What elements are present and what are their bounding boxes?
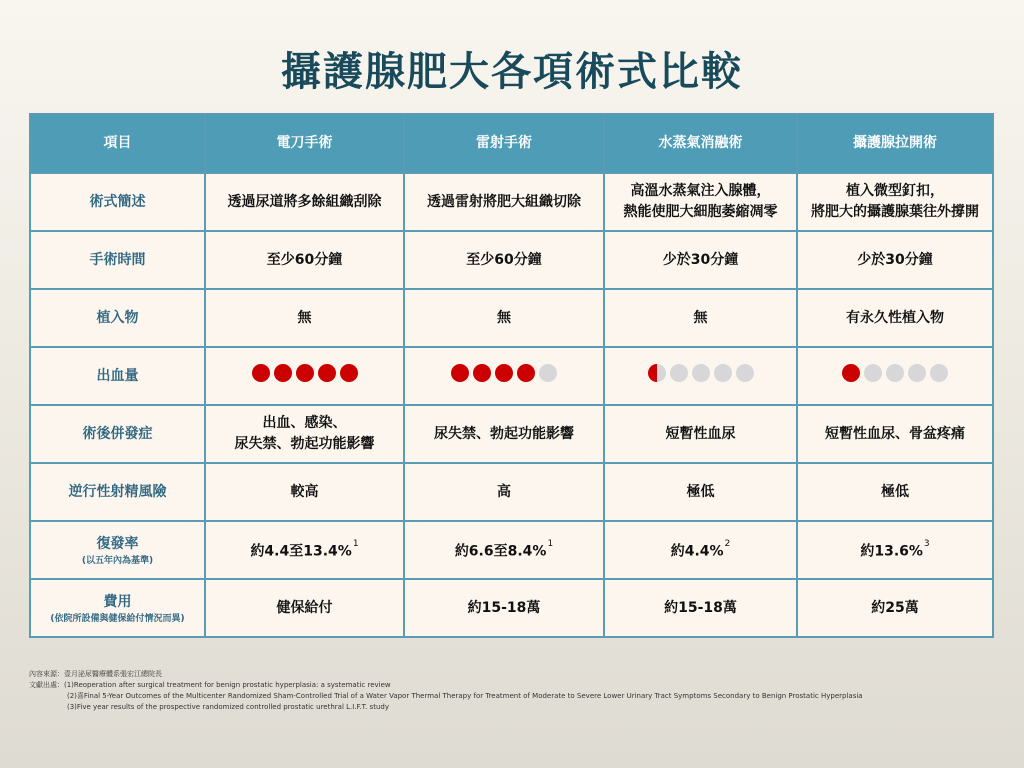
blood-drop-icon: [670, 364, 688, 382]
table-cell: 透過尿道將多餘組織刮除: [205, 173, 404, 231]
row-label-text: 手術時間: [89, 251, 146, 268]
page-title: 攝護腺肥大各項術式比較: [281, 49, 743, 95]
table-cell: 無: [205, 289, 404, 347]
table-cell: 至少60分鐘: [404, 231, 604, 289]
blood-drop-icon: [886, 364, 904, 382]
table-cell: 高溫水蒸氣注入腺體， 熱能使肥大細胞萎縮凋零: [604, 173, 797, 231]
row-label: [30, 289, 205, 347]
blood-drop-icon: [318, 364, 336, 382]
table-cell: 植入微型釘扣， 將肥大的攝護腺葉往外撐開: [797, 173, 993, 231]
table-cell: 約15-18萬: [404, 579, 604, 637]
table-cell: 高: [404, 463, 604, 521]
row-label-text: 復發率: [96, 535, 139, 552]
row-label: [30, 463, 205, 521]
row-label-text: 費用: [103, 593, 132, 610]
blood-drop-icon: [648, 364, 666, 382]
row-label: [30, 521, 205, 579]
table-cell: 較高: [205, 463, 404, 521]
table-cell: 約4.4%$^2$: [604, 521, 797, 579]
table-cell: 至少60分鐘: [205, 231, 404, 289]
table-cell: 出血、感染、 尿失禁、勃起功能影響: [205, 405, 404, 463]
blood-drop-icon: [473, 364, 491, 382]
row-label: [30, 347, 205, 405]
table-cell: 約25萬: [797, 579, 993, 637]
reference-3: (3)Five year results of the prospective randomized controlled prostatic urethral L.I.F.T. study: [67, 703, 389, 711]
row-label-note: (依院所設備與健保給付情況而異): [50, 613, 185, 624]
header-urolift: 攝護腺拉開術: [797, 114, 993, 173]
table-row: [30, 405, 993, 463]
table-cell: 尿失禁、勃起功能影響: [404, 405, 604, 463]
blood-drop-icon: [714, 364, 732, 382]
blood-drop-icon: [842, 364, 860, 382]
table-cell: 有永久性植入物: [797, 289, 993, 347]
table-row: [30, 173, 993, 231]
blood-drop-icon: [517, 364, 535, 382]
comparison-table: [29, 113, 994, 638]
reference-superscript: 1: [547, 538, 554, 549]
table-header-row: [30, 114, 993, 173]
table-cell: 約13.6%$^3$: [797, 521, 993, 579]
row-label-text: 植入物: [96, 309, 139, 326]
header-electrocautery: 電刀手術: [205, 114, 404, 173]
blood-drop-icon: [736, 364, 754, 382]
row-label: [30, 173, 205, 231]
table-row: [30, 463, 993, 521]
bleeding-indicator: [205, 347, 404, 405]
bleeding-indicator: [404, 347, 604, 405]
row-label-text: 逆行性射精風險: [68, 483, 167, 500]
table-cell: 健保給付: [205, 579, 404, 637]
row-label-text: 術式簡述: [89, 193, 146, 210]
refs-label: 文獻出處：: [29, 681, 64, 689]
table-row: [30, 521, 993, 579]
reference-superscript: 1: [352, 538, 359, 549]
table-cell: 約15-18萬: [604, 579, 797, 637]
row-label-text: 術後併發症: [82, 425, 153, 442]
table-cell: 短暫性血尿: [604, 405, 797, 463]
table-cell: 極低: [604, 463, 797, 521]
blood-drop-icon: [864, 364, 882, 382]
row-label: [30, 579, 205, 637]
bleeding-indicator: [797, 347, 993, 405]
table-cell: 無: [404, 289, 604, 347]
table-cell: 無: [604, 289, 797, 347]
row-label: [30, 405, 205, 463]
table-row: [30, 579, 993, 637]
reference-2: (2)喜Final 5-Year Outcomes of the Multicenter Randomized Sham-Controlled Trial of a Water Vapor Thermal Therapy for Treatment of Moderate to Severe Lower Urinary Tract Symptoms Secondary to Benign Prostatic Hyperplasia: [67, 692, 863, 700]
blood-drop-icon: [340, 364, 358, 382]
footer-references: [29, 669, 863, 713]
row-label-note: (以五年內為基準): [81, 555, 154, 566]
reference-superscript: 2: [724, 538, 731, 549]
source-line: 內容來源：壹月泌尿醫療體系張宏江總院長: [29, 670, 162, 678]
blood-drop-icon: [908, 364, 926, 382]
bleeding-indicator: [604, 347, 797, 405]
blood-drop-icon: [252, 364, 270, 382]
header-water-vapor: 水蒸氣消融術: [604, 114, 797, 173]
header-item: 項目: [30, 114, 205, 173]
blood-drop-icon: [930, 364, 948, 382]
table-row: [30, 231, 993, 289]
blood-drop-icon: [274, 364, 292, 382]
table-row: [30, 347, 993, 405]
reference-1: (1)Reoperation after surgical treatment for benign prostatic hyperplasia: a systematic review: [64, 681, 391, 689]
table-cell: 約6.6至8.4%$^1$: [404, 521, 604, 579]
blood-drop-icon: [451, 364, 469, 382]
table-row: [30, 289, 993, 347]
blood-drop-icon: [539, 364, 557, 382]
table-cell: 極低: [797, 463, 993, 521]
blood-drop-icon: [296, 364, 314, 382]
table-cell: 約4.4至13.4%$^1$: [205, 521, 404, 579]
table-cell: 少於30分鐘: [604, 231, 797, 289]
table-cell: 短暫性血尿、骨盆疼痛: [797, 405, 993, 463]
header-laser: 雷射手術: [404, 114, 604, 173]
table-cell: 少於30分鐘: [797, 231, 993, 289]
row-label: [30, 231, 205, 289]
row-label-text: 出血量: [96, 367, 139, 384]
blood-drop-icon: [692, 364, 710, 382]
table-cell: 透過雷射將肥大組織切除: [404, 173, 604, 231]
blood-drop-icon: [495, 364, 513, 382]
reference-superscript: 3: [923, 538, 930, 549]
